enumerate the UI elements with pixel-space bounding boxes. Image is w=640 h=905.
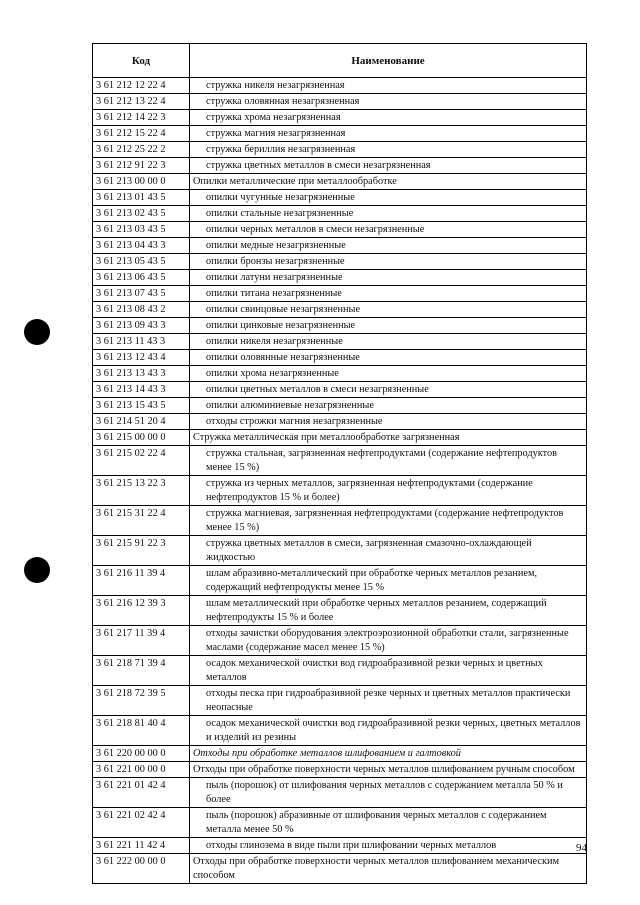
waste-name-cell: опилки оловянные незагрязненные bbox=[190, 350, 587, 366]
waste-code-cell: 3 61 214 51 20 4 bbox=[93, 414, 190, 430]
waste-name-cell: опилки титана незагрязненные bbox=[190, 286, 587, 302]
waste-code-cell: 3 61 213 07 43 5 bbox=[93, 286, 190, 302]
waste-name-cell: стружка магния незагрязненная bbox=[190, 126, 587, 142]
waste-name-cell: Отходы при обработке металлов шлифованием и галтовкой bbox=[190, 746, 587, 762]
waste-code-cell: 3 61 212 15 22 4 bbox=[93, 126, 190, 142]
table-row bbox=[93, 398, 587, 414]
waste-name-cell: отходы песка при гидроабразивной резке черных и цветных металлов практически неопасные bbox=[190, 686, 587, 716]
waste-name-cell: осадок механической очистки вод гидроабразивной резки черных и цветных металлов bbox=[190, 656, 587, 686]
table-header-row bbox=[93, 44, 587, 78]
waste-code-cell: 3 61 221 01 42 4 bbox=[93, 778, 190, 808]
waste-name-cell: шлам абразивно-металлический при обработке черных металлов резанием, содержащий нефтепродукты менее 15 % bbox=[190, 566, 587, 596]
waste-code-table bbox=[92, 43, 587, 884]
table-row bbox=[93, 222, 587, 238]
table-row bbox=[93, 126, 587, 142]
table-row bbox=[93, 382, 587, 398]
waste-code-cell: 3 61 212 14 22 3 bbox=[93, 110, 190, 126]
waste-name-cell: опилки медные незагрязненные bbox=[190, 238, 587, 254]
waste-name-cell: Опилки металлические при металлообработке bbox=[190, 174, 587, 190]
table-row bbox=[93, 838, 587, 854]
table-row bbox=[93, 158, 587, 174]
table-row bbox=[93, 762, 587, 778]
table-row bbox=[93, 566, 587, 596]
table-row bbox=[93, 270, 587, 286]
table-row bbox=[93, 94, 587, 110]
waste-name-cell: стружка цветных металлов в смеси незагрязненная bbox=[190, 158, 587, 174]
waste-code-cell: 3 61 222 00 00 0 bbox=[93, 854, 190, 884]
table-row bbox=[93, 286, 587, 302]
table-row bbox=[93, 536, 587, 566]
waste-name-cell: стружка магниевая, загрязненная нефтепродуктами (содержание нефтепродуктов менее 15 %) bbox=[190, 506, 587, 536]
waste-name-cell: опилки цветных металлов в смеси незагрязненные bbox=[190, 382, 587, 398]
column-header-code: Код bbox=[93, 44, 190, 78]
waste-code-cell: 3 61 213 11 43 3 bbox=[93, 334, 190, 350]
waste-code-cell: 3 61 220 00 00 0 bbox=[93, 746, 190, 762]
waste-code-cell: 3 61 213 13 43 3 bbox=[93, 366, 190, 382]
waste-name-cell: пыль (порошок) от шлифования черных металлов с содержанием металла 50 % и более bbox=[190, 778, 587, 808]
waste-code-cell: 3 61 212 25 22 2 bbox=[93, 142, 190, 158]
table-row bbox=[93, 716, 587, 746]
waste-name-cell: опилки чугунные незагрязненные bbox=[190, 190, 587, 206]
binder-hole-bottom bbox=[24, 557, 50, 583]
waste-code-cell: 3 61 212 13 22 4 bbox=[93, 94, 190, 110]
waste-code-cell: 3 61 213 14 43 3 bbox=[93, 382, 190, 398]
table-body bbox=[93, 78, 587, 884]
waste-code-cell: 3 61 221 02 42 4 bbox=[93, 808, 190, 838]
waste-code-cell: 3 61 221 00 00 0 bbox=[93, 762, 190, 778]
waste-name-cell: отходы глинозема в виде пыли при шлифовании черных металлов bbox=[190, 838, 587, 854]
waste-code-cell: 3 61 218 71 39 4 bbox=[93, 656, 190, 686]
table-row bbox=[93, 174, 587, 190]
waste-name-cell: пыль (порошок) абразивные от шлифования черных металлов с содержанием металла менее 50 % bbox=[190, 808, 587, 838]
waste-name-cell: отходы зачистки оборудования электроэрозионной обработки стали, загрязненные маслами (содержание масел менее 15 %) bbox=[190, 626, 587, 656]
table-row bbox=[93, 414, 587, 430]
table-row bbox=[93, 302, 587, 318]
waste-code-cell: 3 61 213 08 43 2 bbox=[93, 302, 190, 318]
waste-name-cell: стружка бериллия незагрязненная bbox=[190, 142, 587, 158]
table-row bbox=[93, 778, 587, 808]
binder-hole-top bbox=[24, 319, 50, 345]
waste-name-cell: опилки никеля незагрязненные bbox=[190, 334, 587, 350]
table-row bbox=[93, 656, 587, 686]
waste-code-cell: 3 61 215 13 22 3 bbox=[93, 476, 190, 506]
table-row bbox=[93, 142, 587, 158]
waste-name-cell: опилки цинковые незагрязненные bbox=[190, 318, 587, 334]
waste-name-cell: опилки стальные незагрязненные bbox=[190, 206, 587, 222]
waste-code-cell: 3 61 213 04 43 3 bbox=[93, 238, 190, 254]
table-row bbox=[93, 334, 587, 350]
waste-code-cell: 3 61 213 05 43 5 bbox=[93, 254, 190, 270]
table-row bbox=[93, 854, 587, 884]
waste-name-cell: опилки алюминиевые незагрязненные bbox=[190, 398, 587, 414]
table-row bbox=[93, 476, 587, 506]
table-row bbox=[93, 78, 587, 94]
waste-code-cell: 3 61 216 11 39 4 bbox=[93, 566, 190, 596]
waste-name-cell: опилки бронзы незагрязненные bbox=[190, 254, 587, 270]
waste-name-cell: стружка никеля незагрязненная bbox=[190, 78, 587, 94]
waste-name-cell: отходы строжки магния незагрязненные bbox=[190, 414, 587, 430]
waste-code-cell: 3 61 213 01 43 5 bbox=[93, 190, 190, 206]
waste-name-cell: стружка оловянная незагрязненная bbox=[190, 94, 587, 110]
waste-code-cell: 3 61 213 00 00 0 bbox=[93, 174, 190, 190]
waste-code-cell: 3 61 221 11 42 4 bbox=[93, 838, 190, 854]
waste-code-cell: 3 61 218 81 40 4 bbox=[93, 716, 190, 746]
waste-code-cell: 3 61 215 02 22 4 bbox=[93, 446, 190, 476]
waste-code-cell: 3 61 213 15 43 5 bbox=[93, 398, 190, 414]
waste-code-cell: 3 61 215 91 22 3 bbox=[93, 536, 190, 566]
table-row bbox=[93, 686, 587, 716]
waste-code-cell: 3 61 218 72 39 5 bbox=[93, 686, 190, 716]
waste-code-cell: 3 61 216 12 39 3 bbox=[93, 596, 190, 626]
waste-code-cell: 3 61 215 31 22 4 bbox=[93, 506, 190, 536]
waste-code-cell: 3 61 213 12 43 4 bbox=[93, 350, 190, 366]
table-row bbox=[93, 190, 587, 206]
table-row bbox=[93, 366, 587, 382]
page-number: 94 bbox=[576, 842, 587, 854]
waste-code-cell: 3 61 212 12 22 4 bbox=[93, 78, 190, 94]
table-row bbox=[93, 238, 587, 254]
table-row bbox=[93, 596, 587, 626]
waste-name-cell: Отходы при обработке поверхности черных металлов шлифованием ручным способом bbox=[190, 762, 587, 778]
table-row bbox=[93, 430, 587, 446]
waste-name-cell: опилки латуни незагрязненные bbox=[190, 270, 587, 286]
waste-code-cell: 3 61 217 11 39 4 bbox=[93, 626, 190, 656]
waste-code-cell: 3 61 213 02 43 5 bbox=[93, 206, 190, 222]
waste-code-cell: 3 61 215 00 00 0 bbox=[93, 430, 190, 446]
waste-name-cell: шлам металлический при обработке черных металлов резанием, содержащий нефтепродукты 15 % и более bbox=[190, 596, 587, 626]
waste-code-cell: 3 61 213 06 43 5 bbox=[93, 270, 190, 286]
waste-name-cell: опилки свинцовые незагрязненные bbox=[190, 302, 587, 318]
waste-code-cell: 3 61 213 03 43 5 bbox=[93, 222, 190, 238]
table-row bbox=[93, 626, 587, 656]
waste-name-cell: Стружка металлическая при металлообработке загрязненная bbox=[190, 430, 587, 446]
table-row bbox=[93, 446, 587, 476]
waste-code-cell: 3 61 212 91 22 3 bbox=[93, 158, 190, 174]
waste-name-cell: стружка стальная, загрязненная нефтепродуктами (содержание нефтепродуктов менее 15 %) bbox=[190, 446, 587, 476]
table-row bbox=[93, 746, 587, 762]
table-row bbox=[93, 506, 587, 536]
table-row bbox=[93, 110, 587, 126]
waste-name-cell: осадок механической очистки вод гидроабразивной резки черных, цветных металлов и изделий из резины bbox=[190, 716, 587, 746]
table-row bbox=[93, 350, 587, 366]
column-header-name: Наименование bbox=[190, 44, 587, 78]
table-row bbox=[93, 254, 587, 270]
table-row bbox=[93, 206, 587, 222]
table-row bbox=[93, 808, 587, 838]
waste-name-cell: стружка хрома незагрязненная bbox=[190, 110, 587, 126]
waste-name-cell: Отходы при обработке поверхности черных металлов шлифованием механическим способом bbox=[190, 854, 587, 884]
waste-code-cell: 3 61 213 09 43 3 bbox=[93, 318, 190, 334]
table-row bbox=[93, 318, 587, 334]
waste-name-cell: стружка цветных металлов в смеси, загрязненная смазочно-охлаждающей жидкостью bbox=[190, 536, 587, 566]
waste-name-cell: стружка из черных металлов, загрязненная нефтепродуктами (содержание нефтепродуктов 15 % и более) bbox=[190, 476, 587, 506]
waste-name-cell: опилки хрома незагрязненные bbox=[190, 366, 587, 382]
waste-name-cell: опилки черных металлов в смеси незагрязненные bbox=[190, 222, 587, 238]
